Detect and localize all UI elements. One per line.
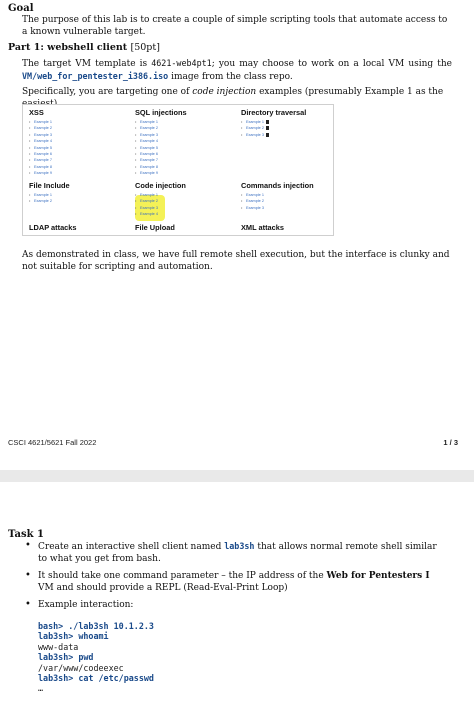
file-icon bbox=[266, 133, 269, 137]
task1-bullets bbox=[22, 540, 442, 616]
category-commands-injection bbox=[241, 181, 314, 211]
iso-path: VM/web_for_pentester_i386.iso bbox=[22, 71, 169, 81]
part1-heading bbox=[8, 42, 160, 53]
example-link[interactable]: • Example 5 bbox=[135, 145, 187, 151]
remote-shell-paragraph: As demonstrated in class, we have full remote shell execution, but the interface is clunky and not suitable for scripting and automation. bbox=[22, 250, 450, 272]
category-code-injection bbox=[135, 181, 186, 218]
task1-heading: Task 1 bbox=[8, 529, 44, 540]
example-link[interactable]: • Example 4 bbox=[135, 138, 187, 144]
example-link[interactable]: • Example 5 bbox=[29, 145, 52, 151]
target-text-1: The target VM template is bbox=[22, 59, 152, 69]
category-title[interactable]: XSS bbox=[29, 108, 44, 117]
category-title[interactable]: XML attacks bbox=[241, 223, 284, 232]
example-link[interactable]: • Example 8 bbox=[135, 164, 187, 170]
bullet2-text-1: It should take one command parameter – the IP address of the bbox=[38, 571, 327, 581]
example-link[interactable]: • Example 2 bbox=[241, 125, 306, 131]
example-link[interactable]: • Example 3 bbox=[135, 205, 186, 211]
document-page-2 bbox=[0, 482, 474, 719]
code-prompt-line: lab3sh> cat /etc/passwd bbox=[38, 673, 154, 684]
example-link[interactable]: • Example 2 bbox=[135, 198, 186, 204]
wfp-vm-name: Web for Pentesters I bbox=[326, 571, 430, 581]
pentester-index-screenshot bbox=[22, 104, 334, 236]
example-link[interactable]: • Example 1 bbox=[241, 119, 306, 125]
category-title[interactable]: SQL injections bbox=[135, 108, 187, 117]
bullet-create-shell bbox=[22, 540, 442, 565]
page-separator bbox=[0, 470, 474, 482]
example-link[interactable]: • Example 9 bbox=[29, 170, 52, 176]
example-link[interactable]: • Example 3 bbox=[241, 205, 314, 211]
category-xss bbox=[29, 108, 52, 177]
category-file-include bbox=[29, 181, 70, 205]
category-file-upload bbox=[135, 223, 175, 232]
example-link[interactable]: • Example 1 bbox=[29, 119, 52, 125]
file-icon bbox=[266, 126, 269, 130]
bullet-command-param bbox=[22, 570, 442, 594]
file-icon bbox=[266, 120, 269, 124]
category-title[interactable]: Directory traversal bbox=[241, 108, 307, 117]
example-link[interactable]: • Example 2 bbox=[29, 198, 70, 204]
category-title[interactable]: Commands injection bbox=[241, 181, 314, 190]
category-title[interactable]: File Upload bbox=[135, 223, 175, 232]
bullet2-text-2: VM and should provide a REPL (Read-Eval-Print Loop) bbox=[38, 583, 288, 593]
category-xml-attacks bbox=[241, 223, 284, 232]
example-link[interactable]: • Example 2 bbox=[135, 125, 187, 131]
vm-template-name: 4621-web4pt1 bbox=[151, 58, 212, 68]
bullet-example: • Example interaction: bbox=[22, 599, 442, 611]
code-output-line: … bbox=[38, 683, 44, 694]
example-link[interactable]: • Example 2 bbox=[241, 198, 314, 204]
target-text-3: image from the class repo. bbox=[168, 72, 293, 82]
code-output-line: www-data bbox=[38, 641, 79, 652]
example-link[interactable]: • Example 3 bbox=[135, 132, 187, 138]
target-text-2: ; you may choose to work on a local VM using the bbox=[211, 59, 452, 69]
example-link[interactable]: • Example 6 bbox=[135, 151, 187, 157]
category-title[interactable]: LDAP attacks bbox=[29, 223, 77, 232]
example-link[interactable]: • Example 1 bbox=[241, 192, 314, 198]
bullet1-text-2: that allows normal remote shell similar to what you get from bash. bbox=[38, 542, 437, 564]
example-link[interactable]: • Example 4 bbox=[29, 138, 52, 144]
goal-heading: Goal bbox=[8, 3, 34, 14]
example-link[interactable]: • Example 3 bbox=[29, 132, 52, 138]
example-interaction-code bbox=[38, 621, 154, 694]
target-vm-paragraph bbox=[22, 57, 452, 83]
category-directory-traversal bbox=[241, 108, 306, 138]
example-link[interactable]: • Example 1 bbox=[135, 119, 187, 125]
code-prompt-line: lab3sh> whoami bbox=[38, 631, 109, 642]
example-link[interactable]: • Example 4 bbox=[135, 211, 186, 217]
example-link[interactable]: • Example 9 bbox=[135, 170, 187, 176]
example-link[interactable]: • Example 7 bbox=[29, 157, 52, 163]
code-prompt-line: bash> ./lab3sh 10.1.2.3 bbox=[38, 621, 154, 631]
example-link[interactable]: • Example 7 bbox=[135, 157, 187, 163]
bullet1-text-1: Create an interactive shell client named bbox=[38, 542, 225, 552]
category-title[interactable]: Code injection bbox=[135, 181, 186, 190]
example-link[interactable]: • Example 2 bbox=[29, 125, 52, 131]
code-injection-emphasis: code injection bbox=[192, 87, 257, 97]
example-link[interactable]: • Example 6 bbox=[29, 151, 52, 157]
code-prompt-line: lab3sh> pwd bbox=[38, 652, 94, 663]
page-number: 1 / 3 bbox=[443, 438, 458, 447]
category-sql-injections bbox=[135, 108, 187, 177]
category-ldap-attacks bbox=[29, 223, 77, 232]
code-output-line: /var/www/codeexec bbox=[38, 662, 124, 673]
specific-text-1: Specifically, you are targeting one of bbox=[22, 87, 193, 97]
specific-text-2: examples (presumably Example 1 as the bbox=[259, 87, 444, 97]
course-footer: CSCI 4621/5621 Fall 2022 bbox=[8, 438, 97, 447]
part1-title: Part 1: webshell client bbox=[8, 42, 128, 53]
example-link[interactable]: • Example 3 bbox=[241, 132, 306, 138]
part1-points: [50pt] bbox=[130, 42, 160, 53]
goal-text: The purpose of this lab is to create a couple of simple scripting tools that automate access to a known vulnerable target. bbox=[22, 15, 448, 37]
lab3sh-name: lab3sh bbox=[224, 541, 255, 551]
example-link[interactable]: • Example 8 bbox=[29, 164, 52, 170]
example-link[interactable]: • Example 1 bbox=[135, 192, 186, 198]
category-title[interactable]: File Include bbox=[29, 181, 70, 190]
example-link[interactable]: • Example 1 bbox=[29, 192, 70, 198]
